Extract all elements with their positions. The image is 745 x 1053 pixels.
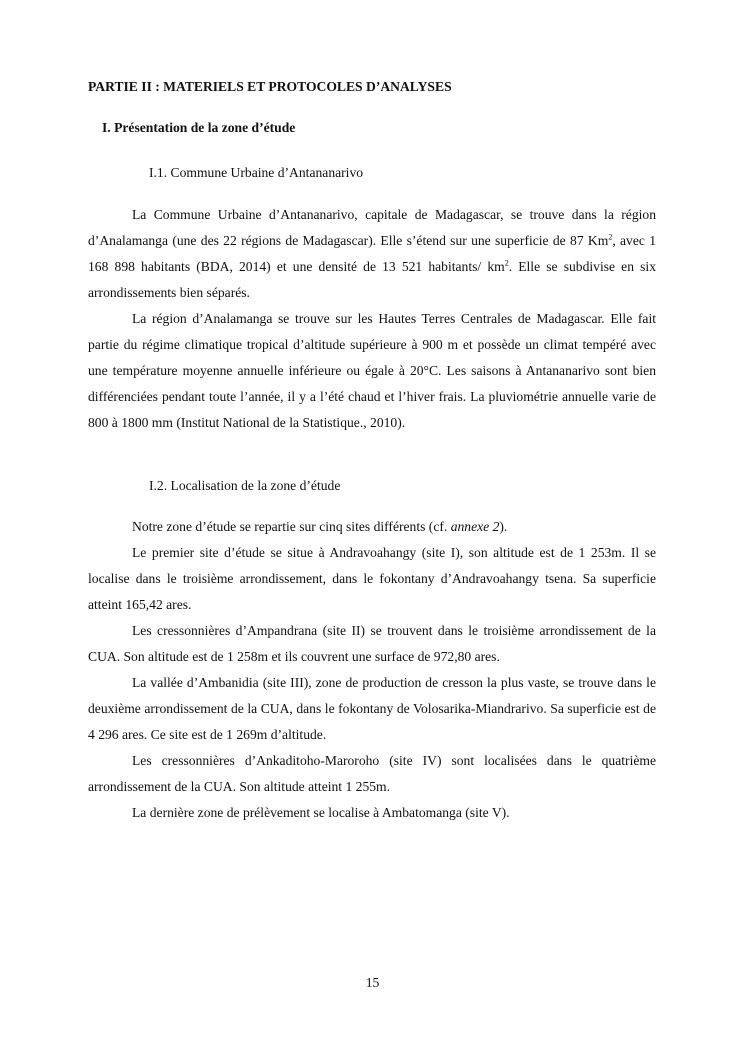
subsection-1-body [88, 202, 656, 436]
subsection-2-body [88, 514, 656, 826]
paragraph: Le premier site d’étude se situe à Andravoahangy (site I), son altitude est de 1 253m. Il se localise dans le troisième arrondissement, dans le fokontany d’Andravoahangy tsena. Sa superficie atteint 165,42 ares. [88, 545, 656, 612]
paragraph: La région d’Analamanga se trouve sur les Hautes Terres Centrales de Madagascar. Elle fait partie du régime climatique tropical d’altitude supérieure à 900 m et possède un climat tempéré avec une température moyenne annuelle inférieure ou égale à 20°C. Les saisons à Antananarivo sont bien différenciées pendant toute l’année, il y a l’été chaud et l’hiver frais. La pluviométrie annuelle varie de 800 à 1800 mm (Institut National de la Statistique., 2010). [88, 311, 656, 430]
annex-reference: annexe 2 [450, 519, 500, 534]
paragraph [88, 514, 656, 540]
section-title: I. Présentation de la zone d’étude [102, 120, 296, 135]
subsection-1-title: I.1. Commune Urbaine d’Antananarivo [149, 165, 364, 180]
paragraph [88, 202, 656, 306]
paragraph-text: , avec 1 168 898 habitants (BDA, 2014) et une densité de 13 521 habitants/ km [88, 233, 657, 274]
paragraph-text: . Elle se subdivise en six arrondissements bien séparés. [88, 259, 656, 300]
subsection-2-title: I.2. Localisation de la zone d’étude [149, 478, 341, 493]
paragraph: Les cressonnières d’Ampandrana (site II) se trouvent dans le troisième arrondissement de la CUA. Son altitude est de 1 258m et ils couvrent une surface de 972,80 ares. [88, 623, 656, 664]
superscript: 2 [504, 258, 509, 268]
superscript: 2 [608, 232, 613, 242]
paragraph-text: Notre zone d’étude se repartie sur cinq sites différents (cf. [132, 519, 451, 534]
part-title: PARTIE II : MATERIELS ET PROTOCOLES D’ANALYSES [88, 79, 452, 94]
paragraph: La dernière zone de prélèvement se localise à Ambatomanga (site V). [132, 805, 510, 820]
paragraph-text: La Commune Urbaine d’Antananarivo, capitale de Madagascar, se trouve dans la région d’Analamanga (une des 22 régions de Madagascar). Elle s’étend sur une superficie de 87 Km [88, 207, 656, 248]
paragraph: La vallée d’Ambanidia (site III), zone de production de cresson la plus vaste, se trouve dans le deuxième arrondissement de la CUA, dans le fokontany de Volosarika-Miandrarivo. Sa superficie est de 4 296 ares. Ce site est de 1 269m d’altitude. [88, 675, 656, 742]
paragraph: Les cressonnières d’Ankaditoho-Maroroho (site IV) sont localisées dans le quatrième arrondissement de la CUA. Son altitude atteint 1 255m. [88, 753, 656, 794]
page-number: 15 [365, 975, 380, 990]
paragraph-text: ). [499, 519, 508, 534]
